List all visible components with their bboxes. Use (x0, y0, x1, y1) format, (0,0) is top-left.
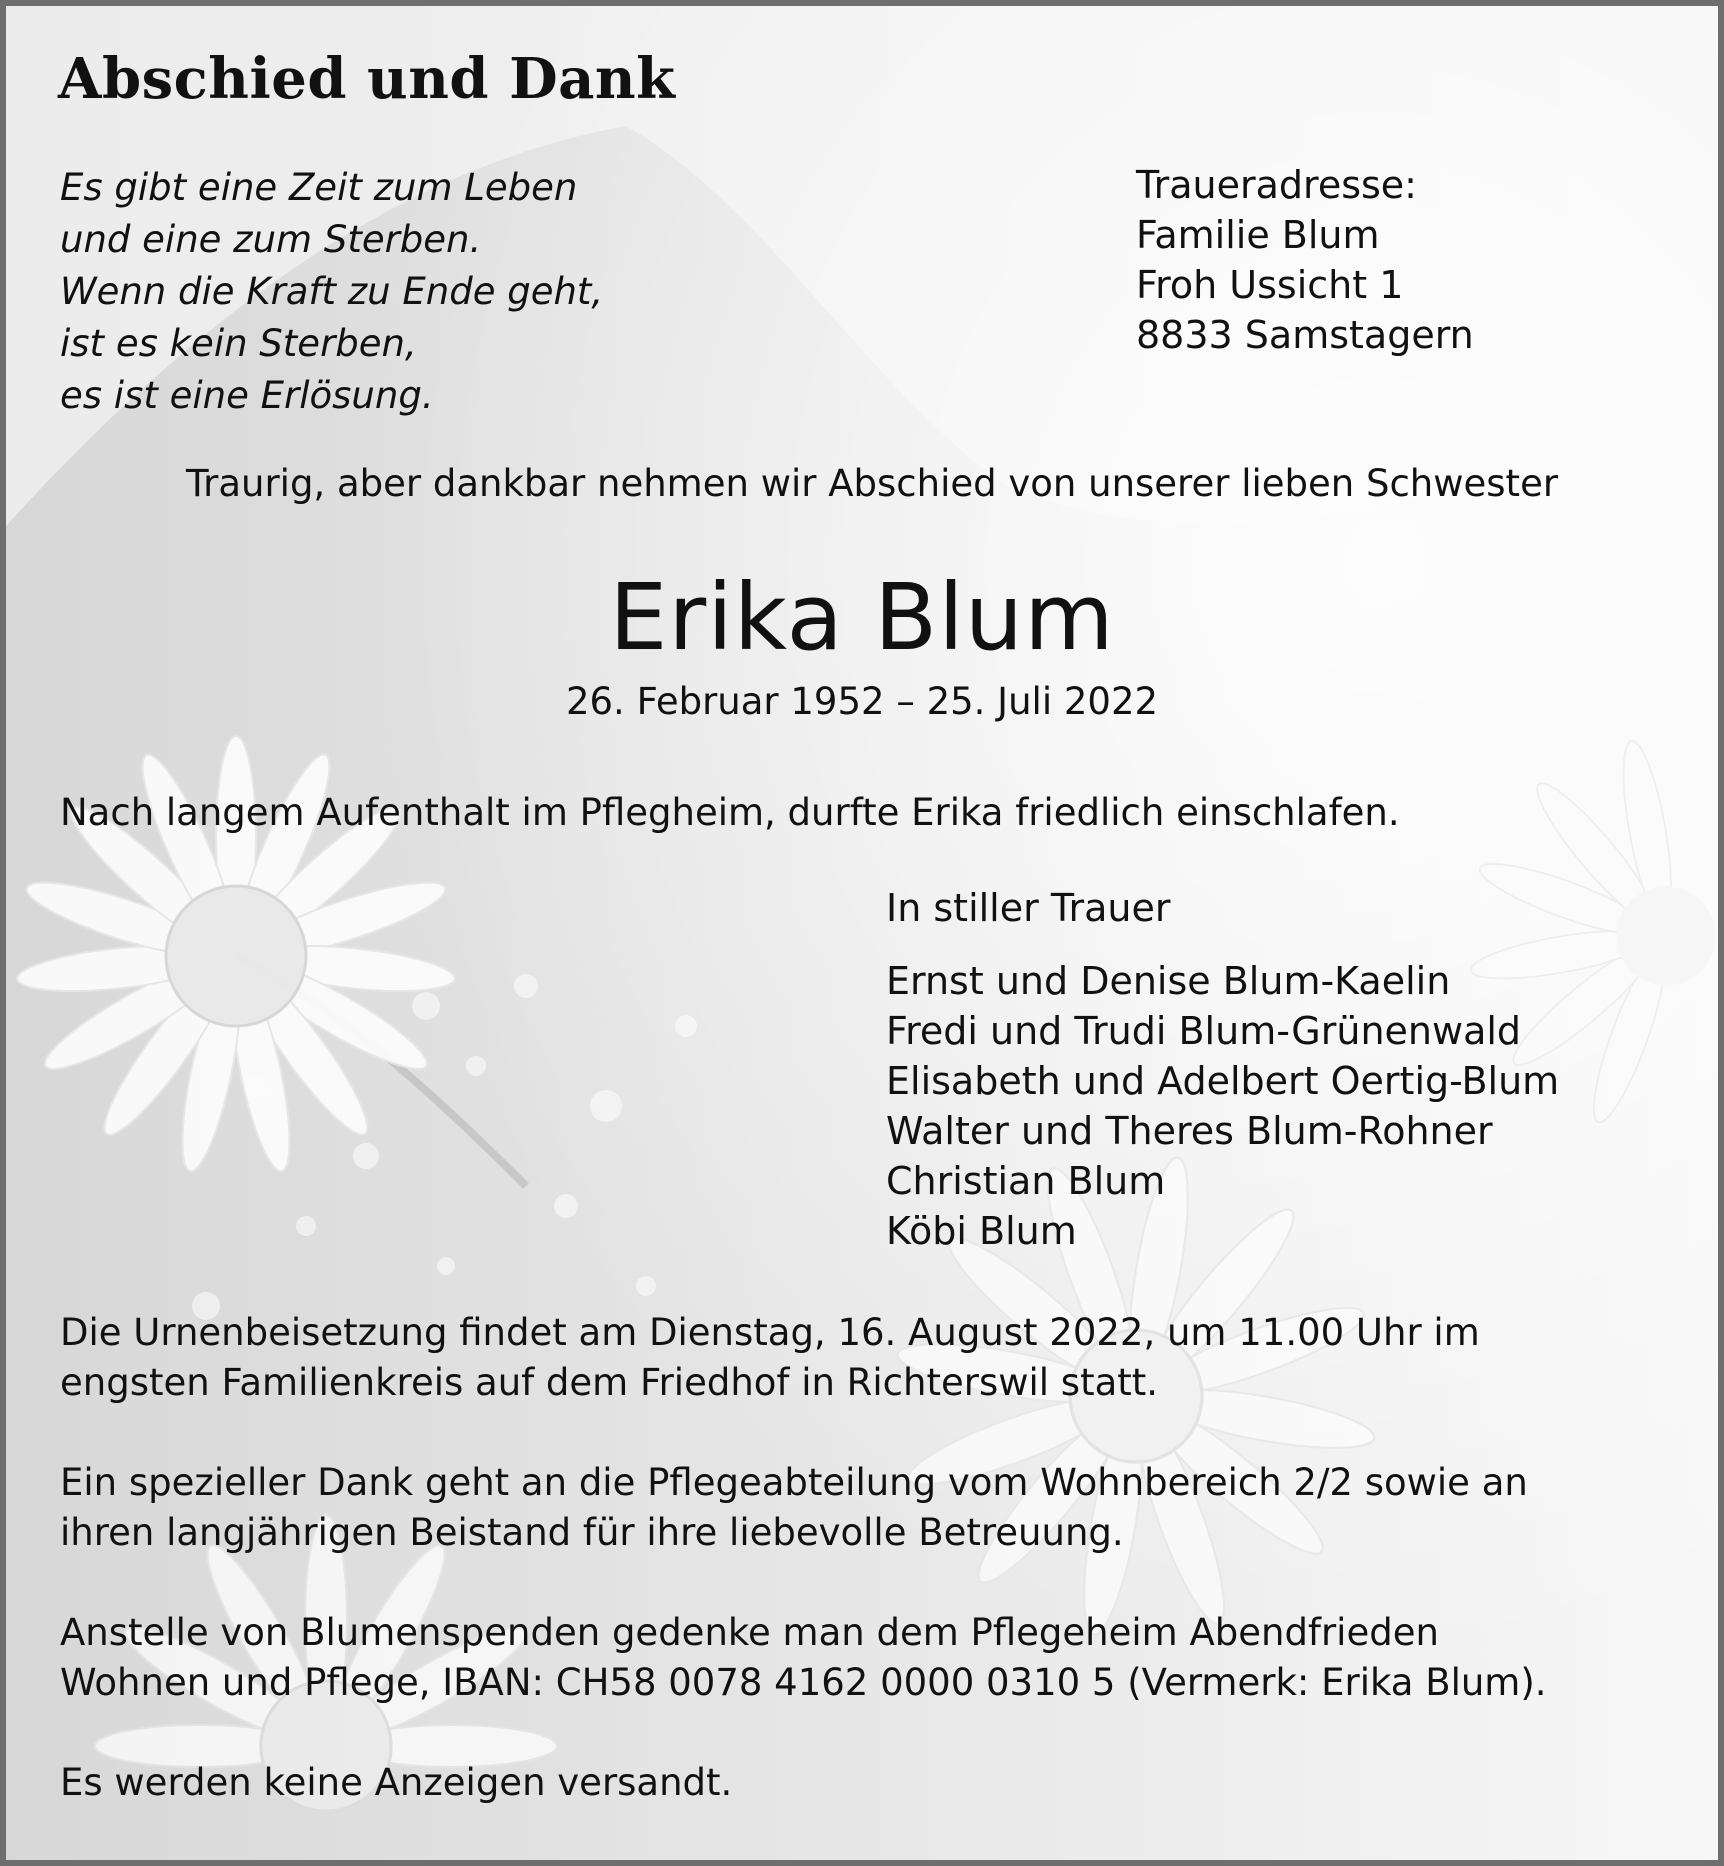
poem-line: Wenn die Kraft zu Ende geht, (60, 270, 604, 313)
poem (60, 162, 603, 422)
poem-line: ist es kein Sterben, (60, 322, 417, 365)
burial-text (60, 1308, 1480, 1408)
signer: Christian Blum (886, 1159, 1166, 1203)
signers-list (886, 956, 1559, 1256)
donation-line: Anstelle von Blumenspenden gedenke man dem Pflegeheim Abendfrieden (60, 1611, 1439, 1654)
deceased-name: Erika Blum (609, 564, 1115, 671)
thanks-line: Ein spezieller Dank geht an die Pflegeabteilung vom Wohnbereich 2/2 sowie an (60, 1461, 1528, 1504)
burial-line: Die Urnenbeisetzung findet am Dienstag, 16. August 2022, um 11.00 Uhr im (60, 1311, 1480, 1354)
poem-line: Es gibt eine Zeit zum Leben (60, 166, 578, 209)
signer: Fredi und Trudi Blum-Grünenwald (886, 1009, 1522, 1053)
signer: Ernst und Denise Blum-Kaelin (886, 959, 1451, 1003)
address-city: 8833 Samstagern (1136, 313, 1474, 357)
poem-line: es ist eine Erlösung. (60, 374, 434, 417)
donation-line: Wohnen und Pflege, IBAN: CH58 0078 4162 0000 0310 5 (Vermerk: Erika Blum). (60, 1661, 1547, 1704)
life-dates: 26. Februar 1952 – 25. Juli 2022 (565, 680, 1159, 723)
signer: Elisabeth und Adelbert Oertig-Blum (886, 1059, 1560, 1103)
passing-text: Nach langem Aufenthalt im Pflegheim, durfte Erika friedlich einschlafen. (60, 791, 1400, 834)
mourning-address (1136, 160, 1474, 360)
notice-heading: Abschied und Dank (58, 46, 676, 112)
burial-line: engsten Familienkreis auf dem Friedhof in Richterswil statt. (60, 1361, 1159, 1404)
address-label: Traueradresse: (1136, 163, 1417, 207)
thanks-line: ihren langjährigen Beistand für ihre liebevolle Betreuung. (60, 1511, 1124, 1554)
address-street: Froh Ussicht 1 (1136, 263, 1404, 307)
intro-text: Traurig, aber dankbar nehmen wir Abschied von unserer lieben Schwester (185, 462, 1559, 505)
closing-text: Es werden keine Anzeigen versandt. (60, 1761, 733, 1804)
poem-line: und eine zum Sterben. (60, 218, 482, 261)
signer: Walter und Theres Blum-Rohner (886, 1109, 1493, 1153)
grief-line: In stiller Trauer (886, 886, 1171, 930)
address-family: Familie Blum (1136, 213, 1380, 257)
signer: Köbi Blum (886, 1209, 1077, 1253)
thanks-text (60, 1458, 1528, 1558)
donation-text (60, 1608, 1547, 1708)
